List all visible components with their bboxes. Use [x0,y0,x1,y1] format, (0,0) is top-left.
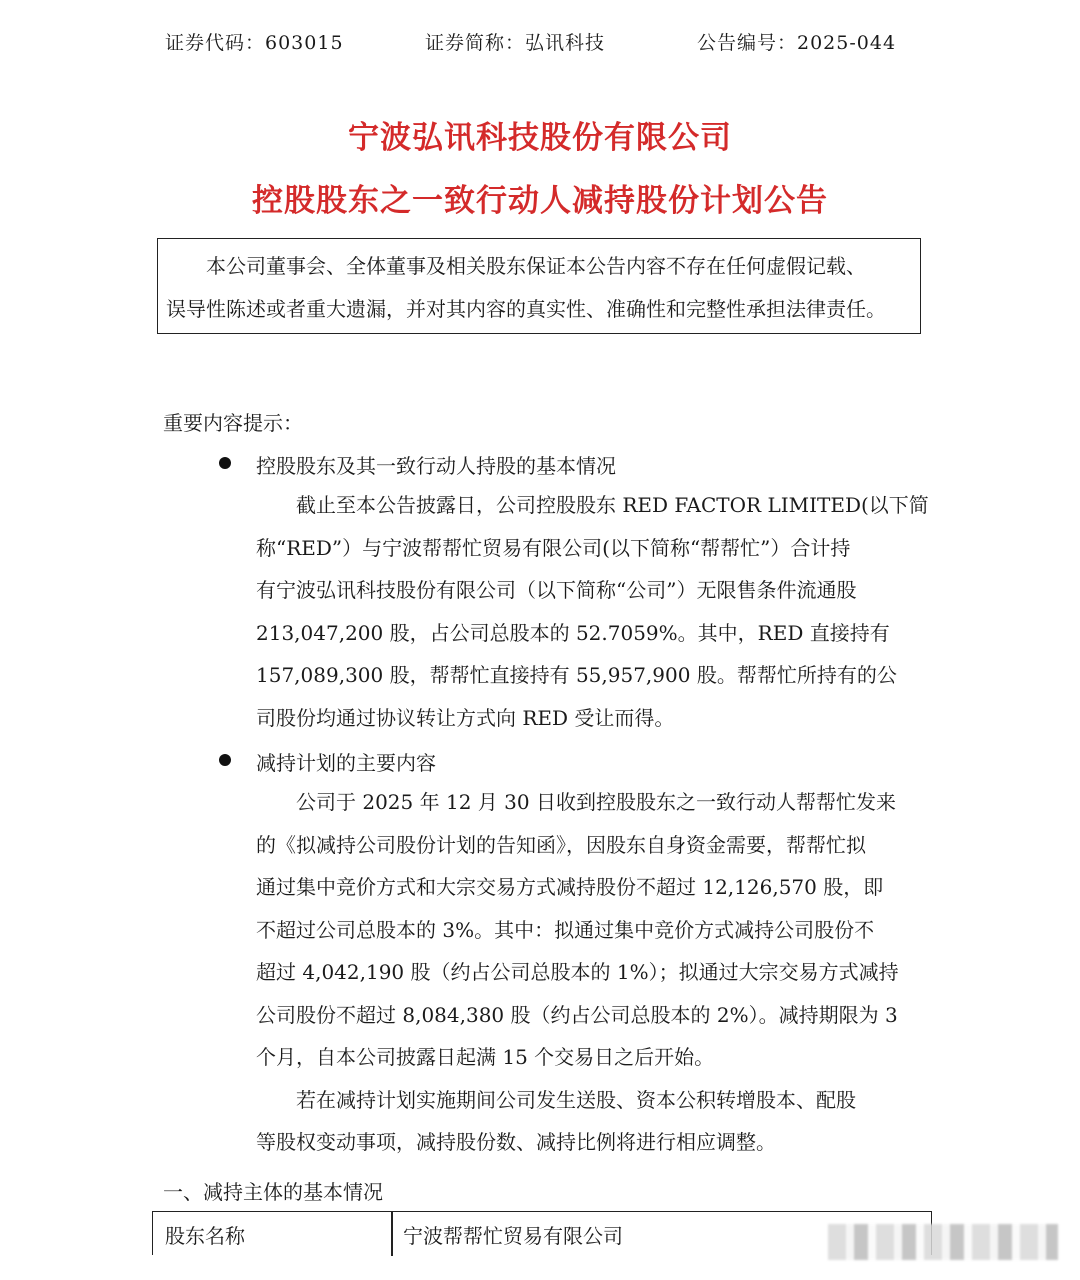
paragraph-line: 通过集中竞价方式和大宗交易方式减持股份不超过 12,126,570 股，即 [256,875,884,899]
paragraph-line: 有宁波弘讯科技股份有限公司（以下简称“公司”）无限售条件流通股 [256,578,857,602]
bullet-heading: 控股股东及其一致行动人持股的基本情况 [256,454,616,478]
board-statement-line: 本公司董事会、全体董事及相关股东保证本公告内容不存在任何虚假记载、 [206,254,866,278]
section-heading: 一、减持主体的基本情况 [163,1180,383,1204]
bullet-dot-icon [219,457,231,469]
paragraph-line: 若在减持计划实施期间公司发生送股、资本公积转增股本、配股 [296,1087,856,1112]
paragraph-line: 不超过公司总股本的 3%。其中：拟通过集中竞价方式减持公司股份不 [256,917,875,942]
paragraph-line: 超过 4,042,190 股（约占公司总股本的 1%）；拟通过大宗交易方式减持 [256,960,899,984]
bullet-heading: 减持计划的主要内容 [256,751,436,775]
board-statement-line: 误导性陈述或者重大遗漏，并对其内容的真实性、准确性和完整性承担法律责任。 [166,297,886,321]
security-short-name: 证券简称：弘讯科技 [425,32,606,54]
notice-number: 公告编号：2025-044 [697,32,897,54]
notice-subject-title: 控股股东之一致行动人减持股份计划公告 [252,183,828,219]
blurred-watermark [828,1224,1058,1260]
bullet-paragraph [256,781,916,1164]
paragraph-line: 157,089,300 股，帮帮忙直接持有 55,957,900 股。帮帮忙所持有的公 [256,663,897,687]
table-row [152,1211,932,1255]
board-statement-box [157,238,921,334]
table-label-cell: 股东名称 [165,1224,245,1248]
paragraph-line: 司股份均通过协议转让方式向 RED 受让而得。 [256,705,675,730]
table-divider [391,1212,393,1256]
paragraph-line: 截止至本公告披露日，公司控股股东 RED FACTOR LIMITED(以下简 [296,493,929,517]
paragraph-line: 等股权变动事项，减持股份数、减持比例将进行相应调整。 [256,1130,776,1154]
security-code: 证券代码：603015 [165,32,344,54]
bullet-dot-icon [219,754,231,766]
paragraph-line: 的《拟减持公司股份计划的告知函》，因股东自身资金需要，帮帮忙拟 [256,832,866,857]
paragraph-line: 213,047,200 股，占公司总股本的 52.7059%。其中，RED 直接持有 [256,620,890,645]
paragraph-line: 称“RED”）与宁波帮帮忙贸易有限公司(以下简称“帮帮忙”）合计持 [256,535,851,560]
bullet-paragraph [256,484,929,739]
important-heading: 重要内容提示： [163,411,303,435]
paragraph-line: 个月，自本公司披露日起满 15 个交易日之后开始。 [256,1045,715,1069]
paragraph-line: 公司股份不超过 8,084,380 股（约占公司总股本的 2%）。减持期限为 3 [256,1002,898,1027]
paragraph-line: 公司于 2025 年 12 月 30 日收到控股股东之一致行动人帮帮忙发来 [296,790,896,814]
table-value-cell: 宁波帮帮忙贸易有限公司 [403,1224,623,1248]
company-title: 宁波弘讯科技股份有限公司 [348,120,732,156]
